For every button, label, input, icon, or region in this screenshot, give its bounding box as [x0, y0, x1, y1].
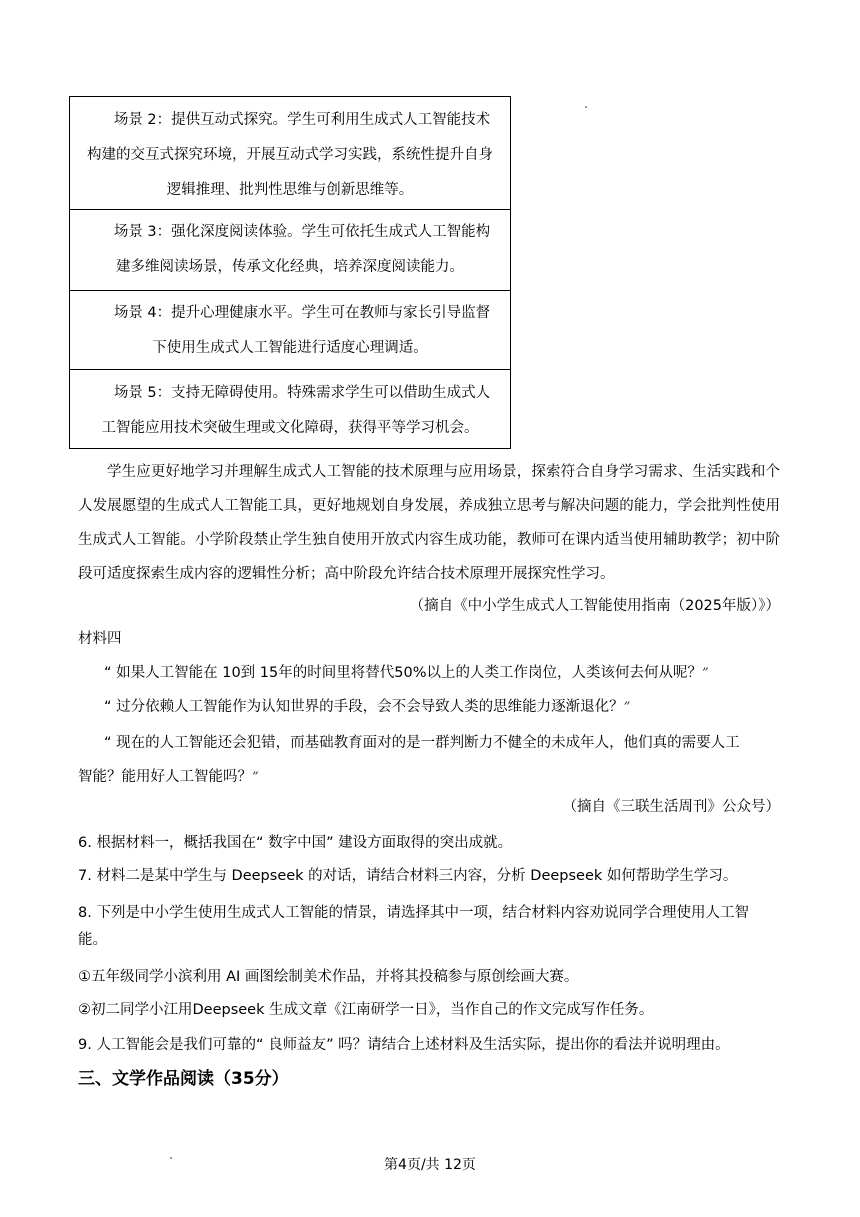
quote-2: “ 过分依赖人工智能作为认知世界的手段，会不会导致人类的思维能力逐渐退化？” — [104, 699, 631, 715]
scenario-4-line-2: 下使用生成式人工智能进行适度心理调适。 — [152, 340, 428, 356]
scenario-table — [69, 96, 511, 449]
scenario-2-line-2: 构建的交互式探究环境，开展互动式学习实践，系统性提升自身 — [87, 147, 493, 163]
source-citation-1: （摘自《中小学生成式人工智能使用指南（2025年版）》） — [409, 598, 780, 614]
question-6: 6. 根据材料一，概括我国在“ 数字中国” 建设方面取得的突出成就。 — [78, 835, 513, 851]
scan-speck — [170, 1157, 172, 1159]
scan-speck — [585, 106, 587, 108]
scenario-cell-2 — [70, 97, 510, 210]
question-9: 9. 人工智能会是我们可靠的“ 良师益友” 吗？请结合上述材料及生活实际，提出你的看法并说明理由。 — [78, 1037, 730, 1053]
question-8-option-2: ②初二同学小江用Deepseek 生成文章《江南研学一日》，当作自己的作文完成写作任务。 — [78, 1002, 654, 1018]
page-footer: 第4页/共 12页 — [384, 1157, 476, 1173]
scenario-5-line-2: 工智能应用技术突破生理或文化障碍，获得平等学习机会。 — [101, 420, 479, 436]
scenario-2-line-1: 场景 2：提供互动式探究。学生可利用生成式人工智能技术 — [113, 112, 491, 128]
scenario-5-line-1: 场景 5：支持无障碍使用。特殊需求学生可以借助生成式人 — [113, 385, 491, 401]
scenario-3-line-2: 建多维阅读场景，传承文化经典，培养深度阅读能力。 — [116, 259, 464, 275]
scenario-2-line-3: 逻辑推理、批判性思维与创新思维等。 — [166, 182, 414, 198]
section-title-literary-reading: 三、文学作品阅读（35分） — [78, 1069, 289, 1089]
quote-1: “ 如果人工智能在 10到 15年的时间里将替代50%以上的人类工作岗位，人类该何去何从呢？” — [104, 665, 709, 681]
guide-paragraph: 学生应更好地学习并理解生成式人工智能的技术原理与应用场景，探索符合自身学习需求、生活实践和个人发展愿望的生成式人工智能工具，更好地规划自身发展，养成独立思考与解决问题的能力，学会批判性使用生成式人工智能。小学阶段禁止学生独自使用开放式内容生成功能，教师可在课内适当使用辅助教学；初中阶段可适度探索生成内容的逻辑性分析；高中阶段允许结合技术原理开展探究性学习。 — [78, 464, 780, 582]
source-citation-2: （摘自《三联生活周刊》公众号） — [562, 799, 780, 815]
scenario-3-line-1: 场景 3：强化深度阅读体验。学生可依托生成式人工智能构 — [113, 224, 491, 240]
quote-3: “ 现在的人工智能还会犯错，而基础教育面对的是一群判断力不健全的未成年人，他们真的需要人工 智能？能用好人工智能吗？” — [78, 735, 740, 785]
scenario-cell-5 — [70, 370, 510, 448]
question-7: 7. 材料二是某中学生与 Deepseek 的对话，请结合材料三内容，分析 Deepseek 如何帮助学生学习。 — [78, 868, 738, 884]
scenario-cell-3 — [70, 210, 510, 291]
scenario-cell-4 — [70, 291, 510, 370]
question-8-line-2: 能。 — [78, 932, 107, 948]
question-8-line-1: 8. 下列是中小学生使用生成式人工智能的情景，请选择其中一项，结合材料内容劝说同学合理使用人工智 — [78, 905, 749, 921]
scenario-4-line-1: 场景 4：提升心理健康水平。学生可在教师与家长引导监督 — [113, 305, 491, 321]
question-8-option-1: ①五年级同学小滨利用 AI 画图绘制美术作品，并将其投稿参与原创绘画大赛。 — [78, 969, 579, 985]
material-4-heading: 材料四 — [78, 631, 122, 647]
